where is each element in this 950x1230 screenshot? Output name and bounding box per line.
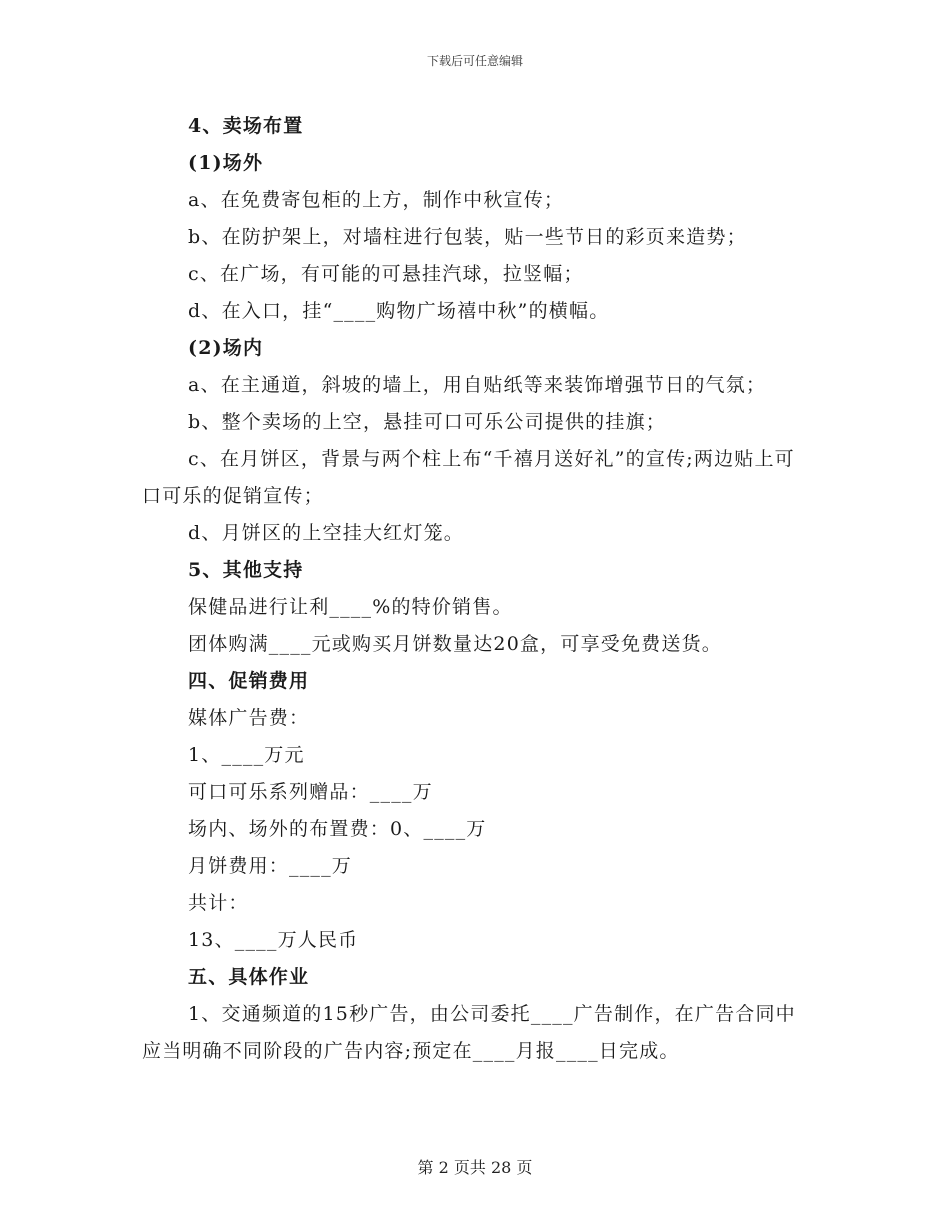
paragraph: 团体购满____元或购买月饼数量达20盒，可享受免费送货。 xyxy=(188,633,722,655)
section-heading: 5、其他支持 xyxy=(188,559,304,581)
list-item: a、在免费寄包柜的上方，制作中秋宣传； xyxy=(188,189,565,211)
paragraph: 1、交通频道的15秒广告，由公司委托____广告制作，在广告合同中应当明确不同阶段的广告内容;预定在____月报____日完成。 xyxy=(142,1003,796,1062)
list-item: c、在月饼区，背景与两个柱上布“千禧月送好礼”的宣传;两边贴上可口可乐的促销宣传； xyxy=(142,448,795,507)
paragraph: 13、____万人民币 xyxy=(188,929,359,951)
subsection-heading: (1)场外 xyxy=(188,152,264,174)
paragraph: 共计： xyxy=(188,892,249,914)
paragraph: 月饼费用：____万 xyxy=(188,855,353,877)
document-body xyxy=(142,108,802,1070)
list-item: b、在防护架上，对墙柱进行包装，贴一些节日的彩页来造势； xyxy=(188,226,747,248)
list-item: d、月饼区的上空挂大红灯笼。 xyxy=(188,522,464,544)
paragraph: 保健品进行让利____%的特价销售。 xyxy=(188,596,513,618)
page-header: 下载后可任意编辑 xyxy=(426,54,523,68)
paragraph: 可口可乐系列赠品：____万 xyxy=(188,781,433,803)
section-heading: 4、卖场布置 xyxy=(188,115,304,137)
subsection-heading: (2)场内 xyxy=(188,337,264,359)
section-heading: 四、促销费用 xyxy=(188,670,310,692)
paragraph: 媒体广告费： xyxy=(188,707,310,729)
list-item: b、整个卖场的上空，悬挂可口可乐公司提供的挂旗； xyxy=(188,411,666,433)
list-item: c、在广场，有可能的可悬挂汽球，拉竖幅； xyxy=(188,263,584,285)
paragraph: 1、____万元 xyxy=(188,744,305,766)
page-footer: 第 2 页共 28 页 xyxy=(417,1158,533,1177)
section-heading: 五、具体作业 xyxy=(188,966,310,988)
list-item: d、在入口，挂“____购物广场禧中秋”的横幅。 xyxy=(188,300,610,322)
paragraph: 场内、场外的布置费：0、____万 xyxy=(188,818,487,840)
list-item: a、在主通道，斜坡的墙上，用自贴纸等来装饰增强节日的气氛； xyxy=(188,374,767,396)
